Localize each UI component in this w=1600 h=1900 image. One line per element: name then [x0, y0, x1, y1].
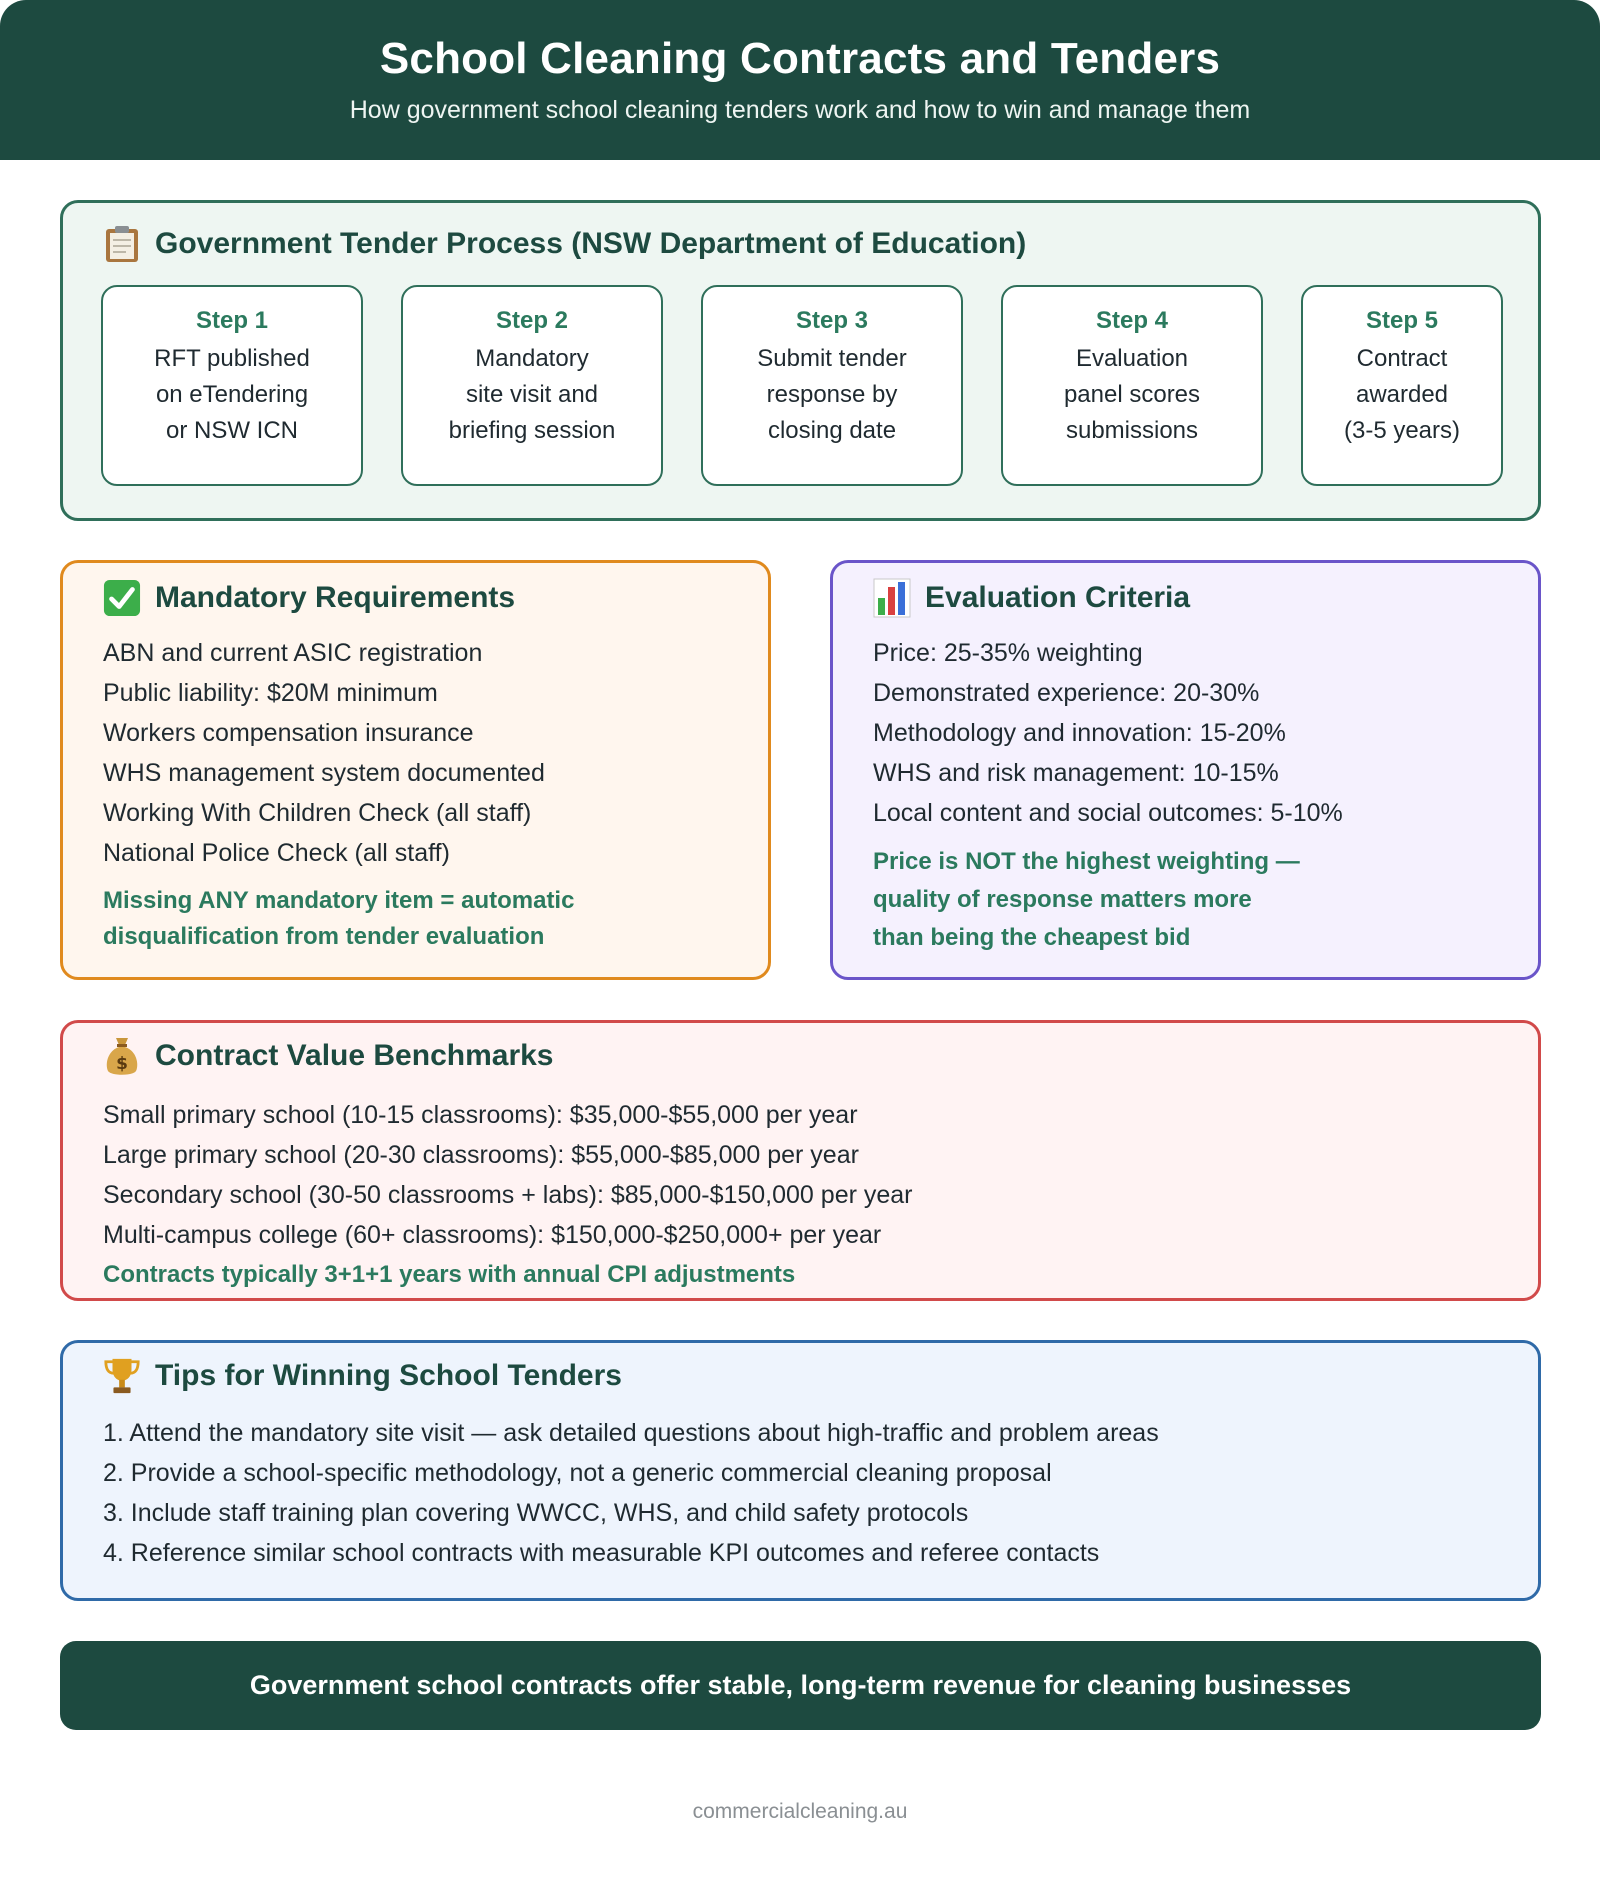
tender-process-heading: [103, 225, 1026, 263]
requirements-warning: Missing ANY mandatory item = automatic disqualification from tender evaluation: [103, 887, 575, 950]
evaluation-note: Price is NOT the highest weighting — quality of response matters more than being the cheapest bid: [873, 848, 1300, 951]
process-step-5: [1301, 285, 1503, 486]
tip-item: 1. Attend the mandatory site visit — ask detailed questions about high-traffic and problem areas: [103, 1419, 1159, 1447]
process-step-1: [101, 285, 363, 486]
process-step-2: [401, 285, 663, 486]
requirements-title: Mandatory Requirements: [155, 581, 516, 614]
requirement-item: WHS management system documented: [103, 759, 545, 787]
step-label: Step 5: [1365, 307, 1439, 334]
requirement-item: ABN and current ASIC registration: [103, 639, 483, 667]
criteria-item: WHS and risk management: 10-15%: [873, 759, 1279, 787]
check-mark-icon: [103, 579, 141, 617]
requirement-item: National Police Check (all staff): [103, 839, 450, 867]
svg-text:$: $: [116, 1054, 128, 1074]
step-description: RFT published on eTendering or NSW ICN: [154, 345, 310, 444]
summary-banner: Government school contracts offer stable, long-term revenue for cleaning businesses: [60, 1641, 1541, 1730]
step-label: Step 3: [795, 307, 869, 334]
step-description: Submit tender response by closing date: [757, 345, 907, 444]
header-banner: [0, 0, 1600, 160]
tip-item: 2. Provide a school-specific methodology, not a generic commercial cleaning proposal: [103, 1459, 1052, 1487]
step-description: Mandatory site visit and briefing session: [448, 345, 616, 444]
evaluation-criteria-panel: [830, 560, 1541, 980]
benchmarks-heading: [103, 1037, 553, 1075]
requirements-heading: [103, 579, 515, 617]
bar-chart-icon: [873, 579, 911, 617]
benchmark-item: Secondary school (30-50 classrooms + labs): $85,000-$150,000 per year: [103, 1181, 913, 1209]
mandatory-requirements-panel: [60, 560, 771, 980]
tips-title: Tips for Winning School Tenders: [155, 1359, 622, 1392]
tip-item: 4. Reference similar school contracts with measurable KPI outcomes and referee contacts: [103, 1539, 1100, 1567]
criteria-item: Local content and social outcomes: 5-10%: [873, 799, 1343, 827]
benchmark-item: Large primary school (20-30 classrooms): $55,000-$85,000 per year: [103, 1141, 859, 1169]
benchmark-item: Multi-campus college (60+ classrooms): $150,000-$250,000+ per year: [103, 1221, 882, 1249]
money-bag-icon: [103, 1037, 141, 1075]
tip-item: 3. Include staff training plan covering WWCC, WHS, and child safety protocols: [103, 1499, 969, 1527]
step-label: Step 1: [195, 307, 269, 334]
requirement-item: Working With Children Check (all staff): [103, 799, 532, 827]
step-description: Evaluation panel scores submissions: [1063, 345, 1201, 444]
contract-value-panel: [60, 1020, 1541, 1301]
process-step-3: [701, 285, 963, 486]
criteria-item: Price: 25-35% weighting: [873, 639, 1143, 667]
site-credit: commercialcleaning.au: [692, 1800, 908, 1823]
evaluation-title: Evaluation Criteria: [925, 581, 1191, 614]
benchmarks-note: Contracts typically 3+1+1 years with annual CPI adjustments: [103, 1261, 796, 1288]
tender-process-panel: [60, 200, 1541, 521]
requirement-item: Public liability: $20M minimum: [103, 679, 438, 707]
trophy-icon: [103, 1357, 141, 1395]
criteria-item: Demonstrated experience: 20-30%: [873, 679, 1260, 707]
criteria-item: Methodology and innovation: 15-20%: [873, 719, 1286, 747]
page-subtitle: How government school cleaning tenders work and how to win and manage them: [349, 96, 1251, 124]
tips-heading: [103, 1357, 622, 1395]
step-label: Step 2: [495, 307, 569, 334]
tender-process-title: Government Tender Process (NSW Department of Education): [155, 227, 1027, 260]
process-step-4: [1001, 285, 1263, 486]
clipboard-icon: [103, 225, 141, 263]
requirement-item: Workers compensation insurance: [103, 719, 474, 747]
page-title: School Cleaning Contracts and Tenders: [379, 34, 1221, 83]
evaluation-heading: [873, 579, 1190, 617]
step-description: Contract awarded (3-5 years): [1343, 345, 1461, 444]
step-label: Step 4: [1095, 307, 1169, 334]
benchmarks-title: Contract Value Benchmarks: [155, 1039, 554, 1072]
winning-tips-panel: [60, 1340, 1541, 1601]
benchmark-item: Small primary school (10-15 classrooms): $35,000-$55,000 per year: [103, 1101, 858, 1129]
